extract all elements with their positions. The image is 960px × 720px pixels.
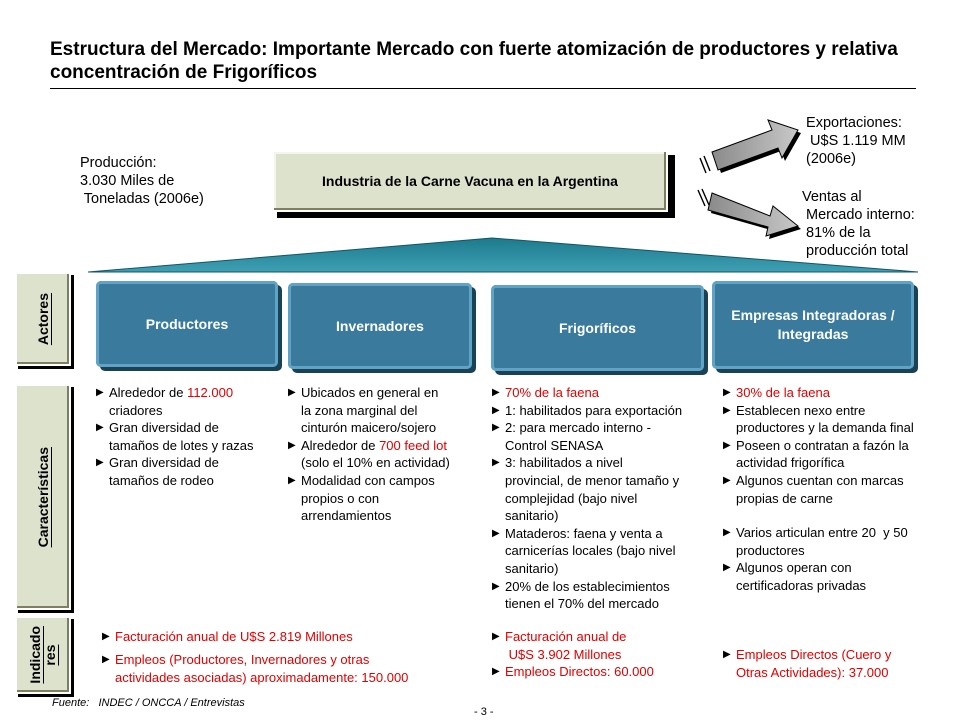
bullet-text: Poseen o contratan a fazón la actividad frigorífica (736, 437, 909, 471)
bullet-text: Gran diversidad de tamaños de rodeo (109, 455, 219, 488)
triangle-right-icon: ▶ (723, 387, 731, 398)
triangle-right-icon: ▶ (102, 653, 110, 665)
bullet-text: 70% de la faena (505, 385, 599, 400)
bullet-text: Ubicados en general en la zona marginal del cinturón maicero/sojero (301, 385, 439, 436)
triangle-right-icon: ▶ (492, 422, 500, 434)
bullet-text: Mataderos: faena y venta a carnicerías locales (bajo nivel sanitario) (505, 525, 676, 576)
bullet-text: Varios articulan entre 20 y 50 productores (736, 525, 908, 558)
triangle-right-icon: ▶ (492, 387, 500, 398)
actor-frigorificos: Frigoríficos (491, 285, 704, 371)
side-label-caracteristicas (15, 384, 71, 610)
triangle-right-icon: ▶ (492, 404, 500, 416)
triangle-right-icon: ▶ (723, 404, 731, 416)
bullet-text: Gran diversidad de tamaños de lotes y razas (109, 420, 254, 453)
bullet-item (96, 419, 284, 454)
bullet-text: Empleos Directos (Cuero y Otras Actividades): 37.000 (736, 647, 892, 680)
bullet-text: Algunos operan con certificadoras privadas (736, 560, 867, 593)
bullet-text: Alrededor de (301, 437, 380, 453)
side-label-actores-text: Actores (34, 292, 51, 346)
car-invernadores (288, 384, 488, 525)
ind-left (102, 628, 462, 688)
bullet-text: 30% de la faena (736, 385, 830, 400)
exportaciones-text: Exportaciones: U$S 1.119 MM (2006e) (806, 115, 906, 167)
triangle-right-icon: ▶ (288, 387, 296, 398)
car-frigorificos (492, 384, 707, 613)
bullet-text: 112.000 (187, 385, 234, 400)
source-note: Fuente: INDEC / ONCCA / Entrevistas (52, 697, 245, 709)
page-title: Estructura del Mercado: Importante Mercado con fuerte atomización de productores y relativa concentración de Frigoríficos (50, 39, 898, 83)
ind-frigorificos (492, 628, 707, 681)
triangle-right-icon: ▶ (723, 474, 731, 486)
bullet-item (492, 663, 707, 681)
triangle-right-icon: ▶ (492, 457, 500, 469)
triangle-right-icon: ▶ (723, 649, 731, 660)
bullet-text: 2: para mercado interno - Control SENASA (505, 420, 651, 453)
triangle-right-icon: ▶ (723, 562, 731, 574)
triangle-right-icon: ▶ (96, 422, 104, 434)
triangle-right-icon: ▶ (723, 527, 731, 539)
triangle-right-icon: ▶ (102, 631, 110, 642)
industry-box: Industria de la Carne Vacuna en la Argentina (272, 150, 668, 212)
triangle-right-icon: ▶ (288, 474, 296, 486)
bullet-item (102, 651, 462, 688)
ventas-text: Ventas al Mercado interno: 81% de la producción total (802, 189, 915, 259)
bullet-item (96, 454, 284, 489)
bullet-text: Empleos (Productores, Invernadores y otras actividades asociadas) aproximadamente: 150.000 (115, 651, 409, 685)
bullet-item (288, 472, 488, 525)
actor-invernadores: Invernadores (288, 283, 472, 369)
bullet-text: criadores (109, 402, 163, 418)
page-number: - 3 - (474, 706, 494, 718)
triangle-right-icon: ▶ (96, 387, 104, 398)
bullet-item (492, 384, 707, 402)
car-integradas (723, 384, 945, 595)
bullet-text: 20% de los establecimientos tienen el 70% del mercado (505, 578, 670, 612)
ind-integradas (723, 646, 945, 681)
produccion-text: Producción: 3.030 Miles de Toneladas (2006e) (80, 155, 204, 207)
bullet-item (723, 402, 945, 437)
bullet-item (288, 437, 488, 472)
triangle-right-icon: ▶ (492, 527, 500, 539)
bullet-item (492, 402, 707, 420)
bullet-item (492, 578, 707, 613)
side-label-actores (15, 272, 71, 366)
side-label-indicadores-text: Indicado res (27, 626, 58, 684)
bullet-item (723, 524, 945, 559)
bullet-item (723, 437, 945, 472)
bullet-text: 3: habilitados a nivel provincial, de menor tamaño y complejidad (bajo nivel sanitario) (505, 455, 680, 524)
side-label-indicadores (15, 616, 71, 694)
triangle-right-icon: ▶ (492, 580, 500, 592)
bullet-item (492, 525, 707, 578)
bullet-item (492, 419, 707, 454)
car-productores (96, 384, 284, 490)
bullet-item (723, 472, 945, 507)
triangle-right-icon: ▶ (492, 666, 500, 678)
triangle-right-icon: ▶ (492, 631, 500, 642)
bullet-text: 1: habilitados para exportación (505, 402, 683, 418)
bullet-text: Alrededor de (109, 385, 188, 400)
bullet-item (723, 384, 945, 402)
roof-triangle (88, 238, 918, 272)
triangle-right-icon: ▶ (96, 457, 104, 469)
side-label-caracteristicas-text: Características (34, 446, 51, 548)
bullet-text: Establecen nexo entre productores y la demanda final (736, 402, 914, 436)
bullet-text: Algunos cuentan con marcas propias de carne (736, 472, 904, 506)
actor-productores: Productores (96, 281, 278, 367)
bullet-text: (solo el 10% en actividad) (301, 455, 450, 471)
bullet-text: Facturación anual de U$S 2.819 Millones (115, 629, 353, 644)
ventas-arrow-icon (698, 189, 801, 239)
bullet-item (96, 384, 284, 419)
bullet-item (288, 384, 488, 437)
bullet-item (492, 454, 707, 524)
bullet-item (723, 559, 945, 594)
triangle-right-icon: ▶ (288, 439, 296, 451)
bullet-text: Empleos Directos: 60.000 (505, 664, 654, 680)
bullet-item (492, 628, 707, 663)
bullet-item (723, 646, 945, 681)
triangle-right-icon: ▶ (723, 439, 731, 451)
actor-empresas-integradas: Empresas Integradoras / Integradas (712, 281, 914, 369)
bullet-text: Facturación anual de U$S 3.902 Millones (505, 629, 627, 662)
bullet-text: Modalidad con campos propios o con arrendamientos (301, 472, 435, 524)
bullet-text: 700 feed lot (379, 437, 448, 453)
export-arrow-icon (700, 120, 801, 173)
bullet-item (102, 628, 462, 647)
